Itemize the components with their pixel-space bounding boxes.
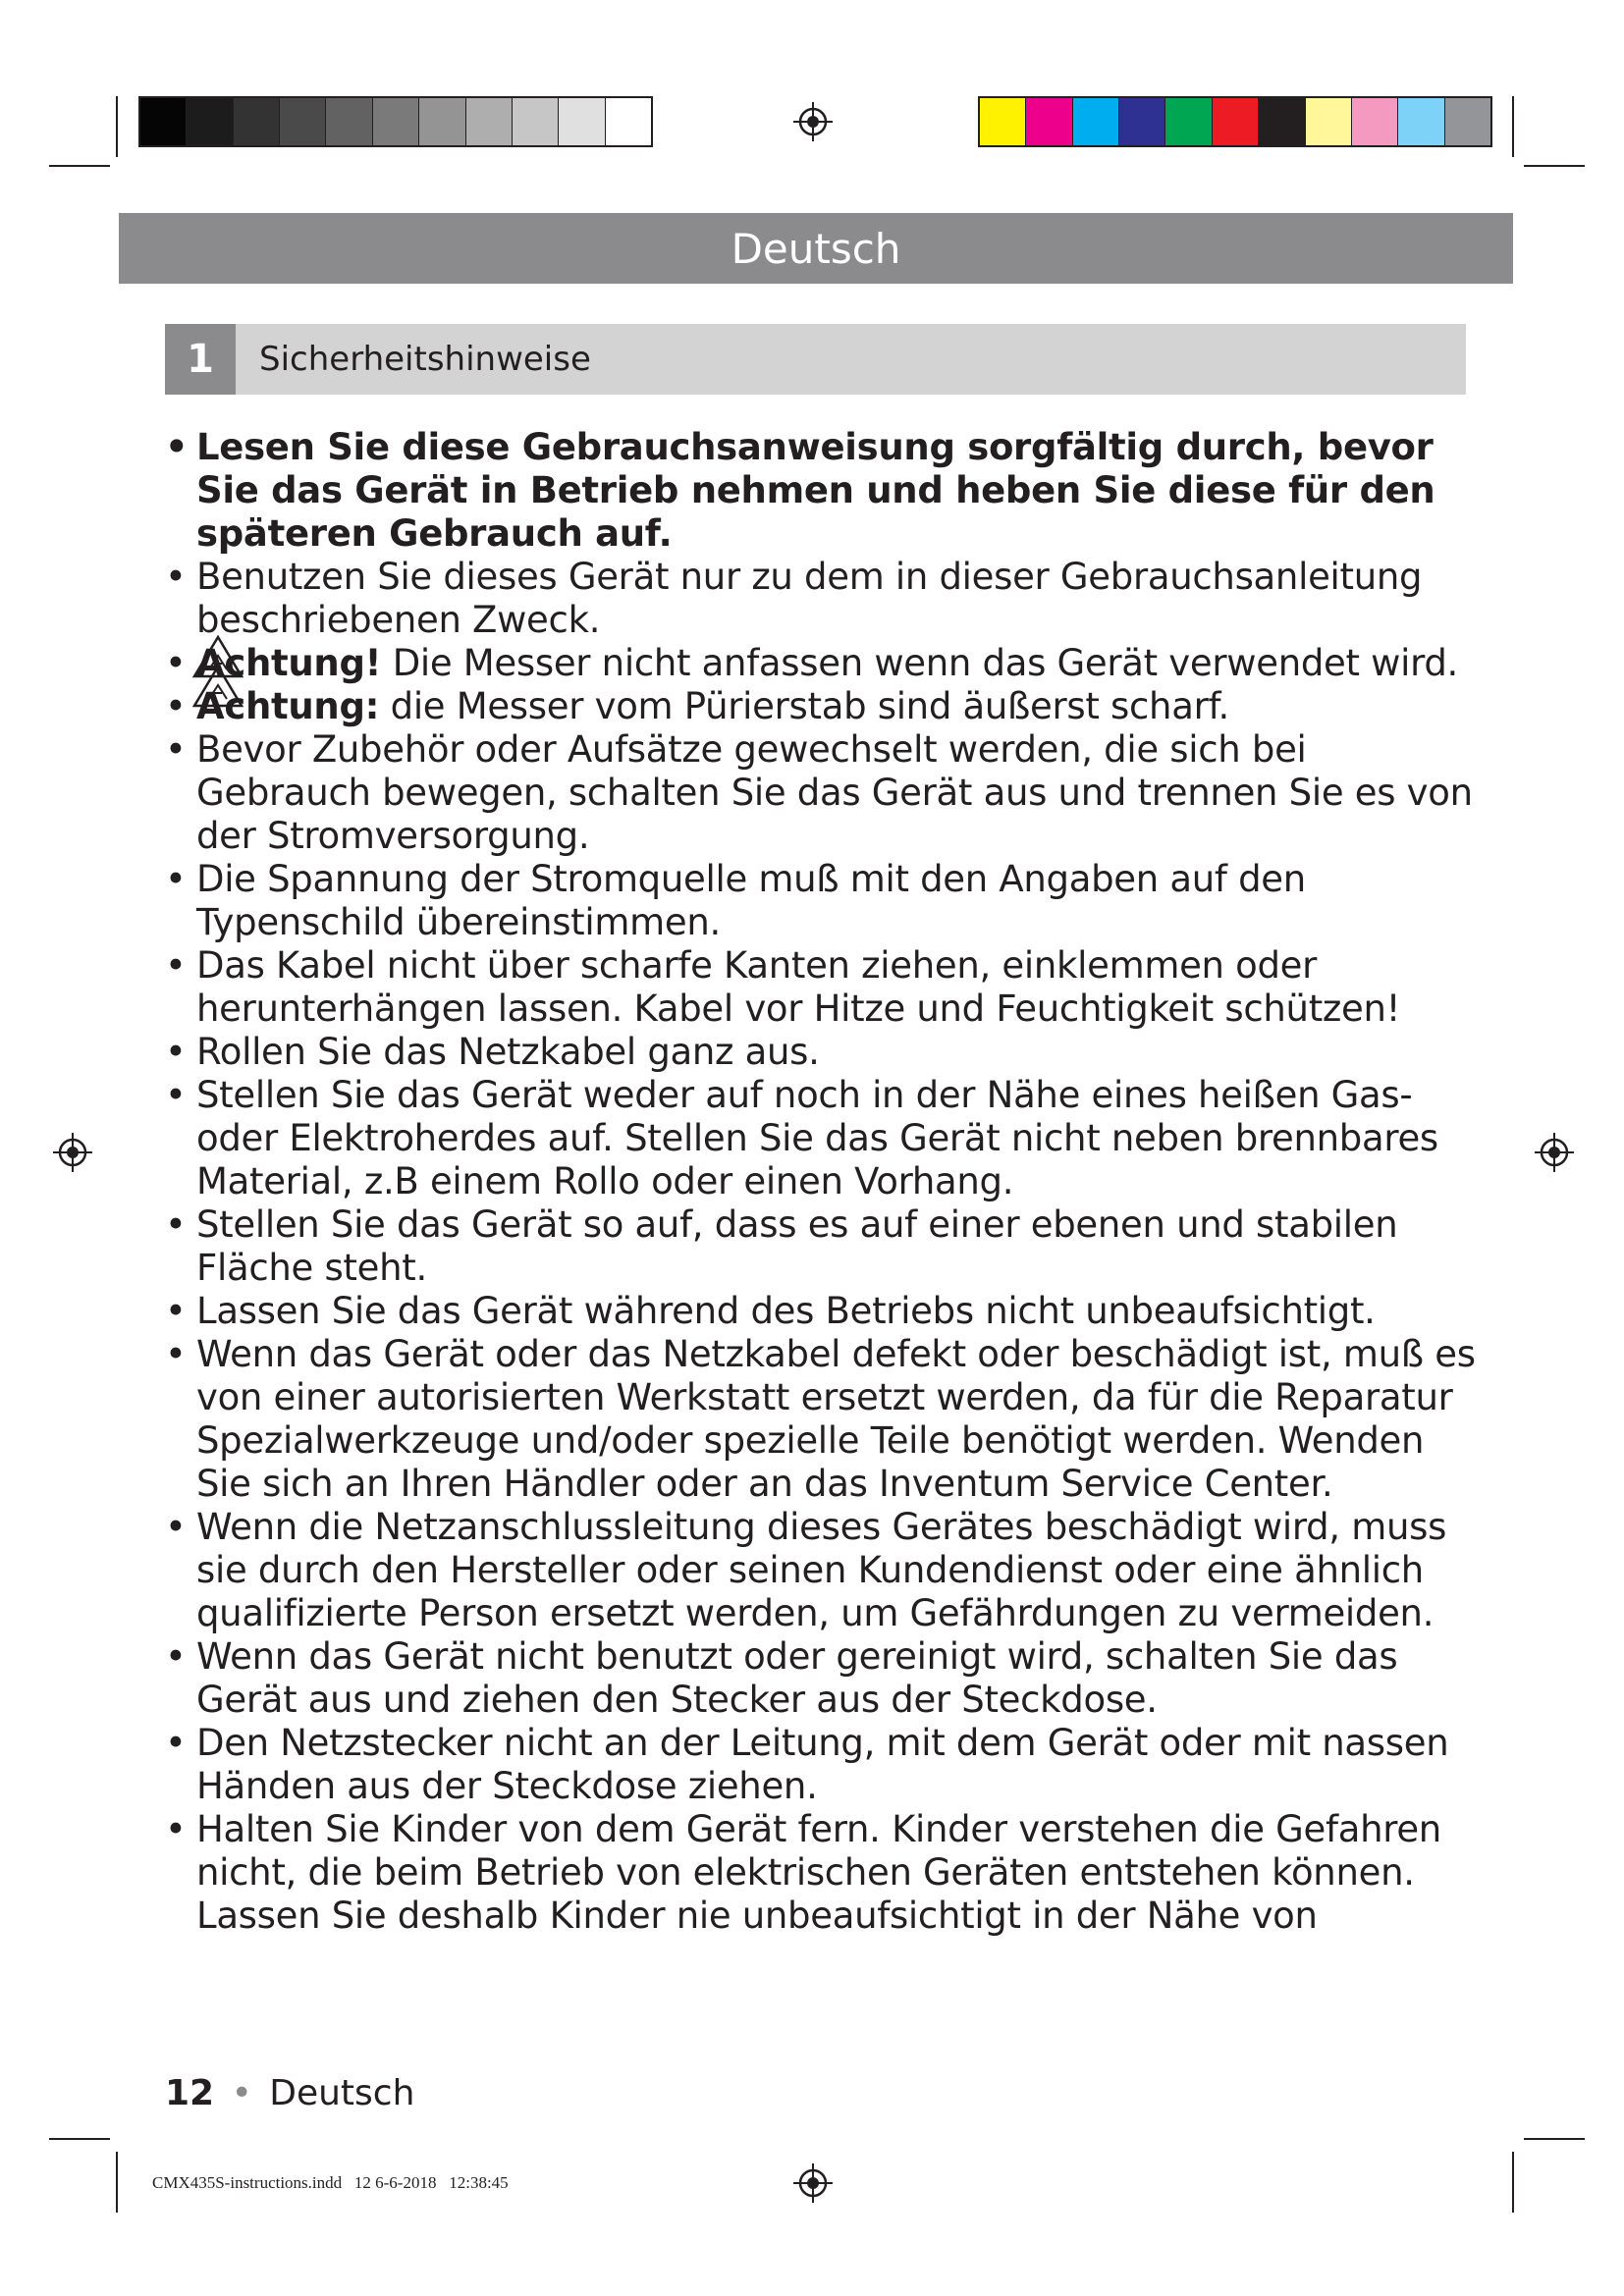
registration-mark-icon bbox=[791, 100, 835, 143]
color-swatch bbox=[1259, 98, 1305, 145]
print-file-info: CMX435S-instructions.indd 12 6-6-2018 12:38:45 bbox=[152, 2173, 509, 2192]
footer-language: Deutsch bbox=[269, 2073, 415, 2113]
registration-mark-icon bbox=[791, 2162, 835, 2205]
warning-triangle-icon bbox=[192, 664, 244, 709]
color-swatch bbox=[606, 98, 651, 145]
crop-mark bbox=[1524, 2138, 1585, 2140]
color-swatch bbox=[234, 98, 280, 145]
list-item: • Das Kabel nicht über scharfe Kanten ziehen, einklemmen oder herunterhängen lassen. Kabel vor Hitze und Feuchtigkeit schützen! bbox=[157, 944, 1483, 1031]
grayscale-calibration-bar bbox=[138, 96, 653, 147]
color-swatch bbox=[1165, 98, 1212, 145]
color-swatch bbox=[1073, 98, 1119, 145]
crop-mark bbox=[1512, 96, 1514, 157]
color-swatch bbox=[1352, 98, 1398, 145]
color-calibration-bar bbox=[978, 96, 1492, 147]
list-item: • Lesen Sie diese Gebrauchsanweisung sorgfältig durch, bevor Sie das Gerät in Betrieb nehmen und heben Sie diese für den späteren Gebrauch auf. bbox=[157, 426, 1483, 556]
crop-mark bbox=[1524, 165, 1585, 167]
color-swatch bbox=[1119, 98, 1165, 145]
footer-separator: • bbox=[231, 2073, 252, 2113]
color-swatch bbox=[980, 98, 1026, 145]
registration-mark-icon bbox=[1533, 1131, 1576, 1174]
list-item: • Wenn die Netzanschlussleitung dieses Gerätes beschädigt wird, muss sie durch den Hersteller oder seinen Kundendienst oder eine ähnlich qualifizierte Person ersetzt werden, um Gefährdungen zu vermeiden. bbox=[157, 1506, 1483, 1635]
list-item: • Achtung: die Messer vom Pürierstab sind äußerst scharf. bbox=[157, 685, 1483, 728]
page-footer bbox=[165, 2073, 414, 2113]
color-swatch bbox=[140, 98, 187, 145]
color-swatch bbox=[1445, 98, 1490, 145]
crop-mark bbox=[49, 2138, 110, 2140]
crop-mark bbox=[49, 165, 110, 167]
color-swatch bbox=[419, 98, 465, 145]
list-item: • Achtung! Die Messer nicht anfassen wenn das Gerät verwendet wird. bbox=[157, 642, 1483, 685]
list-item: • Lassen Sie das Gerät während des Betriebs nicht unbeaufsichtigt. bbox=[157, 1290, 1483, 1333]
crop-mark bbox=[1512, 2152, 1514, 2213]
color-swatch bbox=[513, 98, 559, 145]
crop-mark bbox=[116, 96, 118, 157]
page-number: 12 bbox=[165, 2073, 215, 2113]
list-item: • Benutzen Sie dieses Gerät nur zu dem in dieser Gebrauchsanleitung beschriebenen Zweck. bbox=[157, 556, 1483, 642]
list-item: • Den Netzstecker nicht an der Leitung, mit dem Gerät oder mit nassen Händen aus der Steckdose ziehen. bbox=[157, 1722, 1483, 1808]
color-swatch bbox=[280, 98, 326, 145]
color-swatch bbox=[373, 98, 419, 145]
list-item: • Die Spannung der Stromquelle muß mit den Angaben auf den Typenschild übereinstimmen. bbox=[157, 858, 1483, 944]
list-item: • Wenn das Gerät nicht benutzt oder gereinigt wird, schalten Sie das Gerät aus und ziehen den Stecker aus der Steckdose. bbox=[157, 1635, 1483, 1722]
registration-mark-icon bbox=[51, 1131, 94, 1174]
warning-label: Achtung: bbox=[196, 685, 380, 727]
list-item: • Stellen Sie das Gerät so auf, dass es auf einer ebenen und stabilen Fläche steht. bbox=[157, 1203, 1483, 1290]
list-item: • Halten Sie Kinder von dem Gerät fern. Kinder verstehen die Gefahren nicht, die beim Betrieb von elektrischen Geräten entstehen können. Lassen Sie deshalb Kinder nie unbeaufsichtigt in der Nähe von bbox=[157, 1808, 1483, 1938]
safety-instructions-list bbox=[157, 426, 1483, 1938]
list-item: • Bevor Zubehör oder Aufsätze gewechselt werden, die sich bei Gebrauch bewegen, schalten Sie das Gerät aus und trennen Sie es von der Stromversorgung. bbox=[157, 728, 1483, 858]
color-swatch bbox=[326, 98, 372, 145]
section-number: 1 bbox=[165, 324, 236, 395]
list-item: • Wenn das Gerät oder das Netzkabel defekt oder beschädigt ist, muß es von einer autorisierten Werkstatt ersetzt werden, da für die Reparatur Spezialwerkzeuge und/oder spezielle Teile benötigt werden. Wenden Sie sich an Ihren Händler oder an das Inventum Service Center. bbox=[157, 1333, 1483, 1506]
list-item: • Rollen Sie das Netzkabel ganz aus. bbox=[157, 1031, 1483, 1074]
color-swatch bbox=[1213, 98, 1259, 145]
warning-label: Achtung! bbox=[196, 642, 382, 684]
color-swatch bbox=[1306, 98, 1352, 145]
color-swatch bbox=[1398, 98, 1444, 145]
color-swatch bbox=[187, 98, 233, 145]
language-header bbox=[119, 213, 1513, 284]
color-swatch bbox=[559, 98, 605, 145]
crop-mark bbox=[116, 2152, 118, 2213]
list-item: • Stellen Sie das Gerät weder auf noch in der Nähe eines heißen Gas- oder Elektroherdes auf. Stellen Sie das Gerät nicht neben brennbares Material, z.B einem Rollo oder einen Vorhang. bbox=[157, 1074, 1483, 1203]
language-header-label: Deutsch bbox=[731, 224, 901, 273]
color-swatch bbox=[1026, 98, 1072, 145]
section-title: Sicherheitshinweise bbox=[259, 340, 591, 379]
section-heading bbox=[165, 324, 1466, 395]
color-swatch bbox=[466, 98, 513, 145]
